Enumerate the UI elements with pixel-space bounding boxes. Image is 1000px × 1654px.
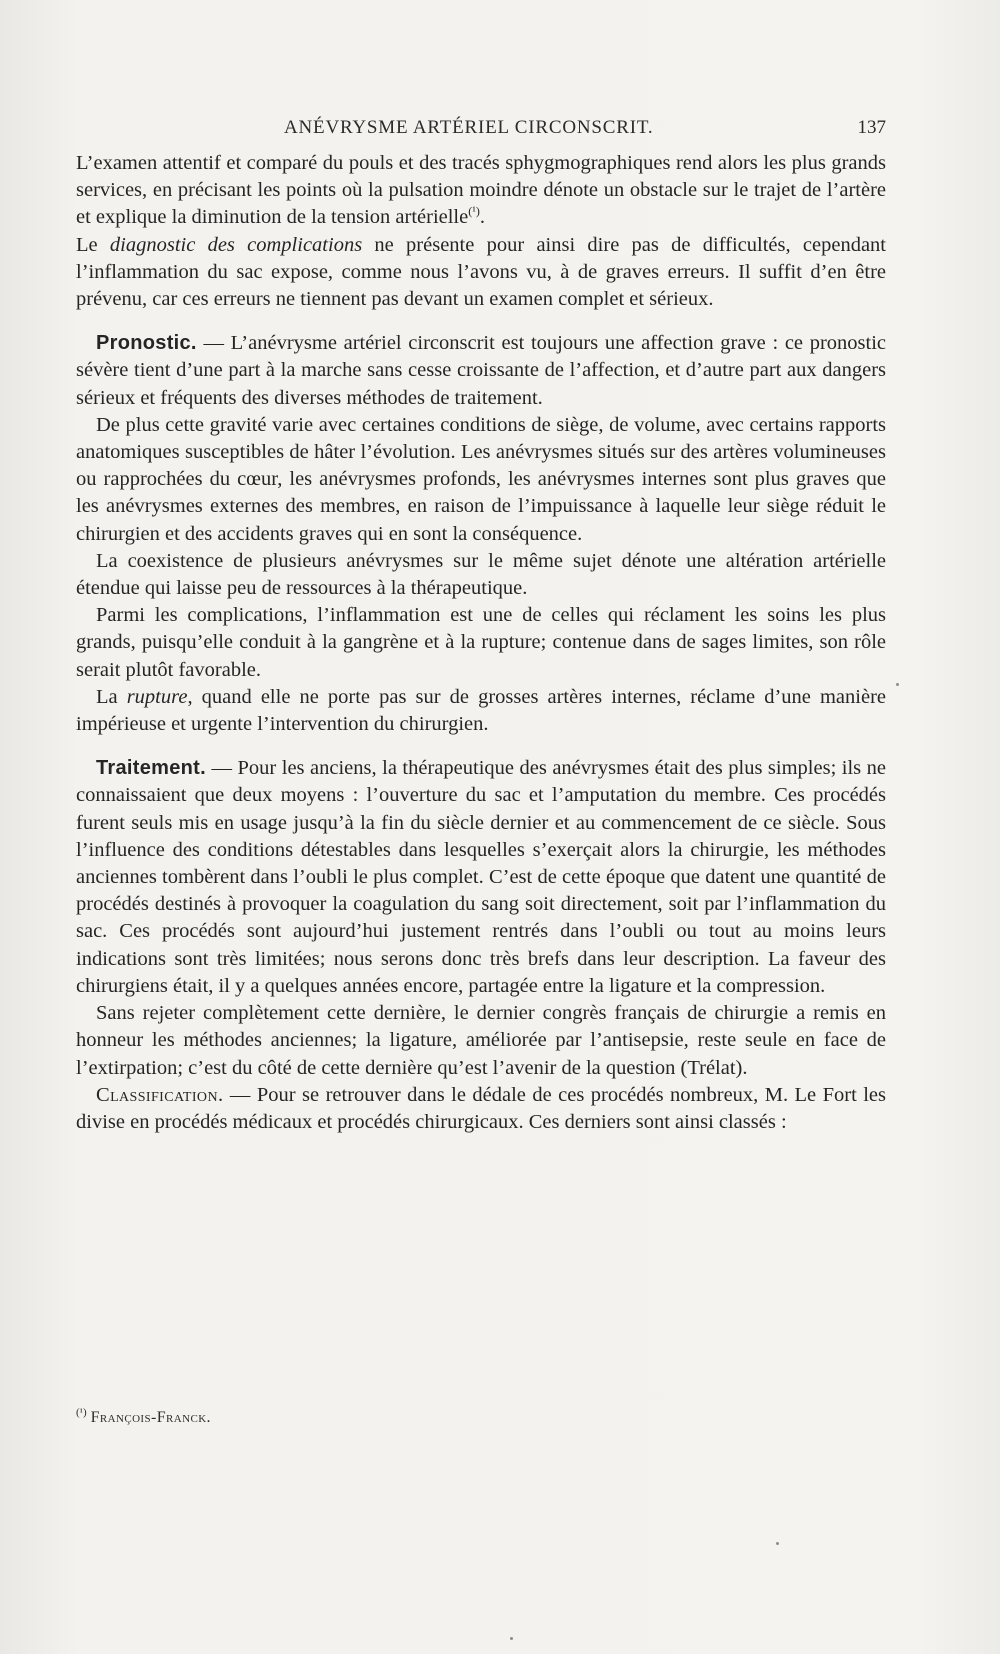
- paragraph-text: Le: [76, 233, 110, 256]
- paragraph-traitement: [76, 755, 886, 1000]
- footnote-reference: (¹): [468, 204, 480, 219]
- paragraph-text: — Pour se retrouver dans le dédale de ces procédés nombreux, M. Le Fort les divise en procédés médicaux et procédés chirurgicaux. Ces derniers sont ainsi classés :: [76, 1083, 886, 1133]
- paragraph-diagnostic-complications: [76, 232, 886, 314]
- paragraph-text: — L’anévrysme artériel circonscrit est toujours une affection grave : ce pronostic sévère tient d’une part à la marche sans cesse croissante de l’affection, et d’autre part aux dangers sérieux et fréquents des diverses méthodes de traitement.: [76, 332, 886, 409]
- paragraph-text: Parmi les complications, l’inflammation est une de celles qui réclament les soins les plus grands, puisqu’elle conduit à la gangrène et à la rupture; contenue dans de sages limites, son rôle serait plutôt favorable.: [76, 604, 886, 681]
- paragraph-rupture: [76, 684, 886, 738]
- section-heading-traitement: Traitement.: [96, 757, 206, 780]
- paragraph-text: La: [96, 685, 127, 708]
- paragraph-gravity-conditions: [76, 412, 886, 548]
- page-header: [76, 112, 886, 146]
- paragraph-text: Sans rejeter complètement cette dernière, le dernier congrès français de chirurgie a remis en honneur les méthodes anciennes; la ligature, améliorée par l’antisepsie, reste seule en face de l’extirpation; c’est du côté de cette dernière qu’est l’avenir de la question (Trélat).: [76, 1002, 886, 1079]
- paragraph-classification: [76, 1082, 886, 1136]
- italic-term-diagnostic: diagnostic des complications: [109, 233, 363, 256]
- paragraph-text: , quand elle ne porte pas sur de grosses artères internes, réclame d’une manière impérieuse et urgente l’intervention du chirurgien.: [76, 685, 886, 736]
- paragraph-text-end: .: [479, 206, 485, 229]
- classification-label: Classification.: [96, 1083, 224, 1106]
- paragraph-pulse-examination: [76, 150, 886, 232]
- paragraph-inflammation: [76, 602, 886, 684]
- footnote-mark: (¹): [76, 1406, 87, 1419]
- paragraph-coexistence: [76, 548, 886, 602]
- page-number: 137: [857, 117, 886, 138]
- paragraph-text: ne présente pour ainsi dire pas de difficultés, cependant l’inflammation du sac expose, comme nous l’avons vu, à de graves erreurs. Il suffit d’en être prévenu, car ces erreurs ne tiennent pas devant un examen complet et sérieux.: [76, 233, 886, 311]
- paper-speck: [510, 1637, 513, 1640]
- section-heading-pronostic: Pronostic.: [96, 332, 197, 355]
- paragraph-text: La coexistence de plusieurs anévrysmes sur le même sujet dénote une altération artérielle étendue qui laisse peu de ressources à la thérapeutique.: [76, 549, 886, 600]
- running-title: ANÉVRYSME ARTÉRIEL CIRCONSCRIT.: [284, 117, 654, 138]
- footnote-author: François-Franck.: [90, 1409, 211, 1426]
- main-text: [76, 150, 886, 1136]
- paragraph-text: — Pour les anciens, la thérapeutique des anévrysmes était des plus simples; ils ne connaissaient que deux moyens : l’ouverture du sac et l’amputation du membre. Ces procédés furent seuls mis en usage jusqu’à la fin du siècle dernier et au commencement de ce siècle. Sous l’influence des conditions détestables dans lesquelles s’exerçait alors la chirurgie, les méthodes anciennes tombèrent dans l’oubli le plus complet. C’est de cette époque que datent une quantité de procédés destinés à provoquer la coagulation du sang soit directement, soit par l’inflammation du sac. Ces procédés sont aujourd’hui justement rentrés dans l’oubli ou tout au moins leurs indications sont très limitées; nous serons donc très brefs dans leur description. La faveur des chirurgiens était, il y a quelques années encore, partagée entre la ligature et la compression.: [76, 757, 886, 997]
- paragraph-congres: [76, 1000, 886, 1082]
- italic-term-rupture: rupture: [126, 685, 188, 708]
- paragraph-text: L’examen attentif et comparé du pouls et des tracés sphygmographiques rend alors les plus grands services, en précisant les points où la pulsation moindre dénote un obstacle sur le trajet de l’artère et explique la diminution de la tension artérielle: [76, 152, 886, 229]
- paragraph-text: De plus cette gravité varie avec certaines conditions de siège, de volume, avec certains rapports anatomiques susceptibles de hâter l’évolution. Les anévrysmes situés sur des artères volumineuses ou rapprochées du cœur, les anévrysmes profonds, les anévrysmes internes sont plus graves que les anévrysmes externes des membres, en raison de l’impuissance à laquelle leur siège réduit le chirurgien et des accidents graves qui en sont la conséquence.: [76, 413, 886, 545]
- paragraph-pronostic: [76, 330, 886, 412]
- paper-speck: [776, 1542, 779, 1545]
- paper-speck: [896, 683, 899, 686]
- footnote: [76, 1406, 886, 1427]
